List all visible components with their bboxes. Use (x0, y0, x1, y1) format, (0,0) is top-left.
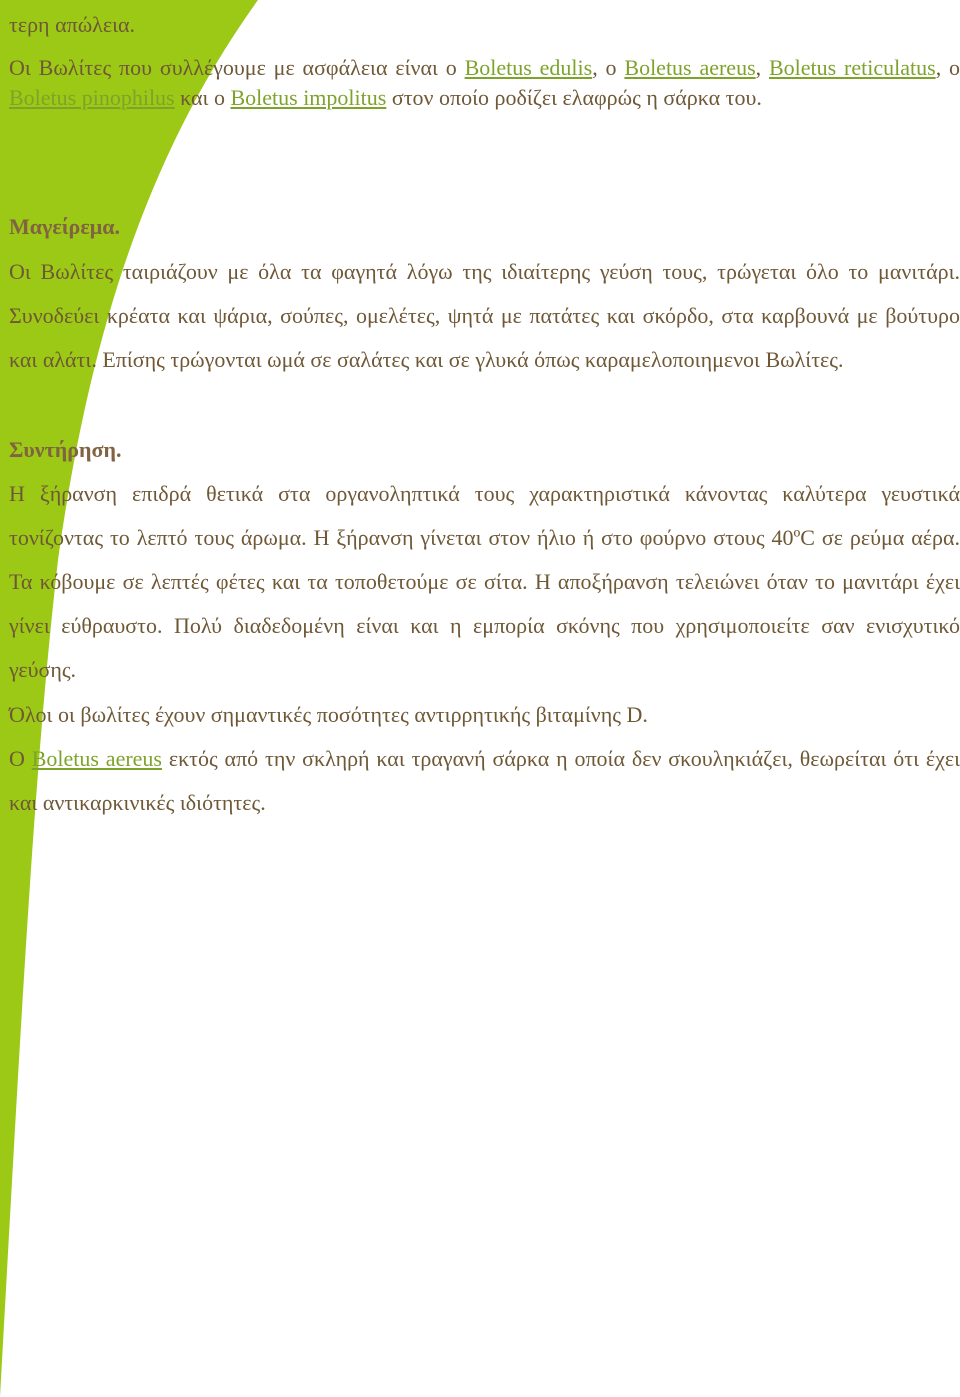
vitamin-paragraph: Όλοι οι βωλίτες έχουν σημαντικές ποσότητες αντιρρητικής βιταμίνης D. (9, 702, 648, 727)
link-boletus-reticulatus[interactable]: Boletus reticulatus (768, 55, 936, 80)
preservation-paragraph: Η ξήρανση επιδρά θετικά στα οργανοληπτικά τους χαρακτηριστικά κάνοντας καλύτερα γευστικά τονίζοντας το λεπτό τους άρωμα. Η ξήρανση γίνεται στον ήλιο ή στο φούρνο στους 40ºC σε ρεύμα αέρα. Τα κόβουμε σε λεπτές φέτες και τα τοποθετούμε σε σίτα. Η αποξήρανση τελειώνει όταν το μανιτάρι έχει γίνει εύθραυστο. Πολύ διαδεδομένη είναι και η εμπορία σκόνης που χρησιμοποιείτε σαν ενισχυτικό γεύσης. (9, 481, 960, 682)
safe-boletes-paragraph: Οι Βωλίτες που συλλέγουμε με ασφάλεια είναι ο Boletus edulis, ο Boletus aereus, Boletus reticulatus, ο Boletus pinophilus και ο Boletus impolitus στον οποίο ροδίζει ελαφρώς η σάρκα του. (9, 55, 960, 110)
link-boletus-aereus-2[interactable]: Boletus aereus (31, 746, 162, 771)
cooking-heading: Μαγείρεμα. (9, 214, 120, 239)
aereus-paragraph: Ο Boletus aereus εκτός από την σκληρή και τραγανή σάρκα η οποία δεν σκουληκιάζει, θεωρείται ότι έχει και αντικαρκινικές ιδιότητες. (9, 746, 960, 815)
link-boletus-aereus[interactable]: Boletus aereus (624, 55, 756, 80)
link-boletus-pinophilus[interactable]: Boletus pinophilus (9, 85, 175, 110)
link-boletus-impolitus[interactable]: Boletus impolitus (230, 85, 387, 110)
link-boletus-edulis[interactable]: Boletus edulis (464, 55, 593, 80)
cooking-paragraph: Οι Βωλίτες ταιριάζουν με όλα τα φαγητά λόγω της ιδιαίτερης γεύση τους, τρώγεται όλο το μανιτάρι. Συνοδεύει κρέατα και ψάρια, σούπες, ομελέτες, ψητά με πατάτες και σκόρδο, στα καρβουνά με βούτυρο και αλάτι. Επίσης τρώγονται ωμά σε σαλάτες και σε γλυκά όπως καραμελοποιημενοι Βωλίτες. (9, 259, 960, 372)
intro-line: τερη απώλεια. (9, 12, 136, 37)
preservation-heading: Συντήρηση. (9, 437, 122, 462)
